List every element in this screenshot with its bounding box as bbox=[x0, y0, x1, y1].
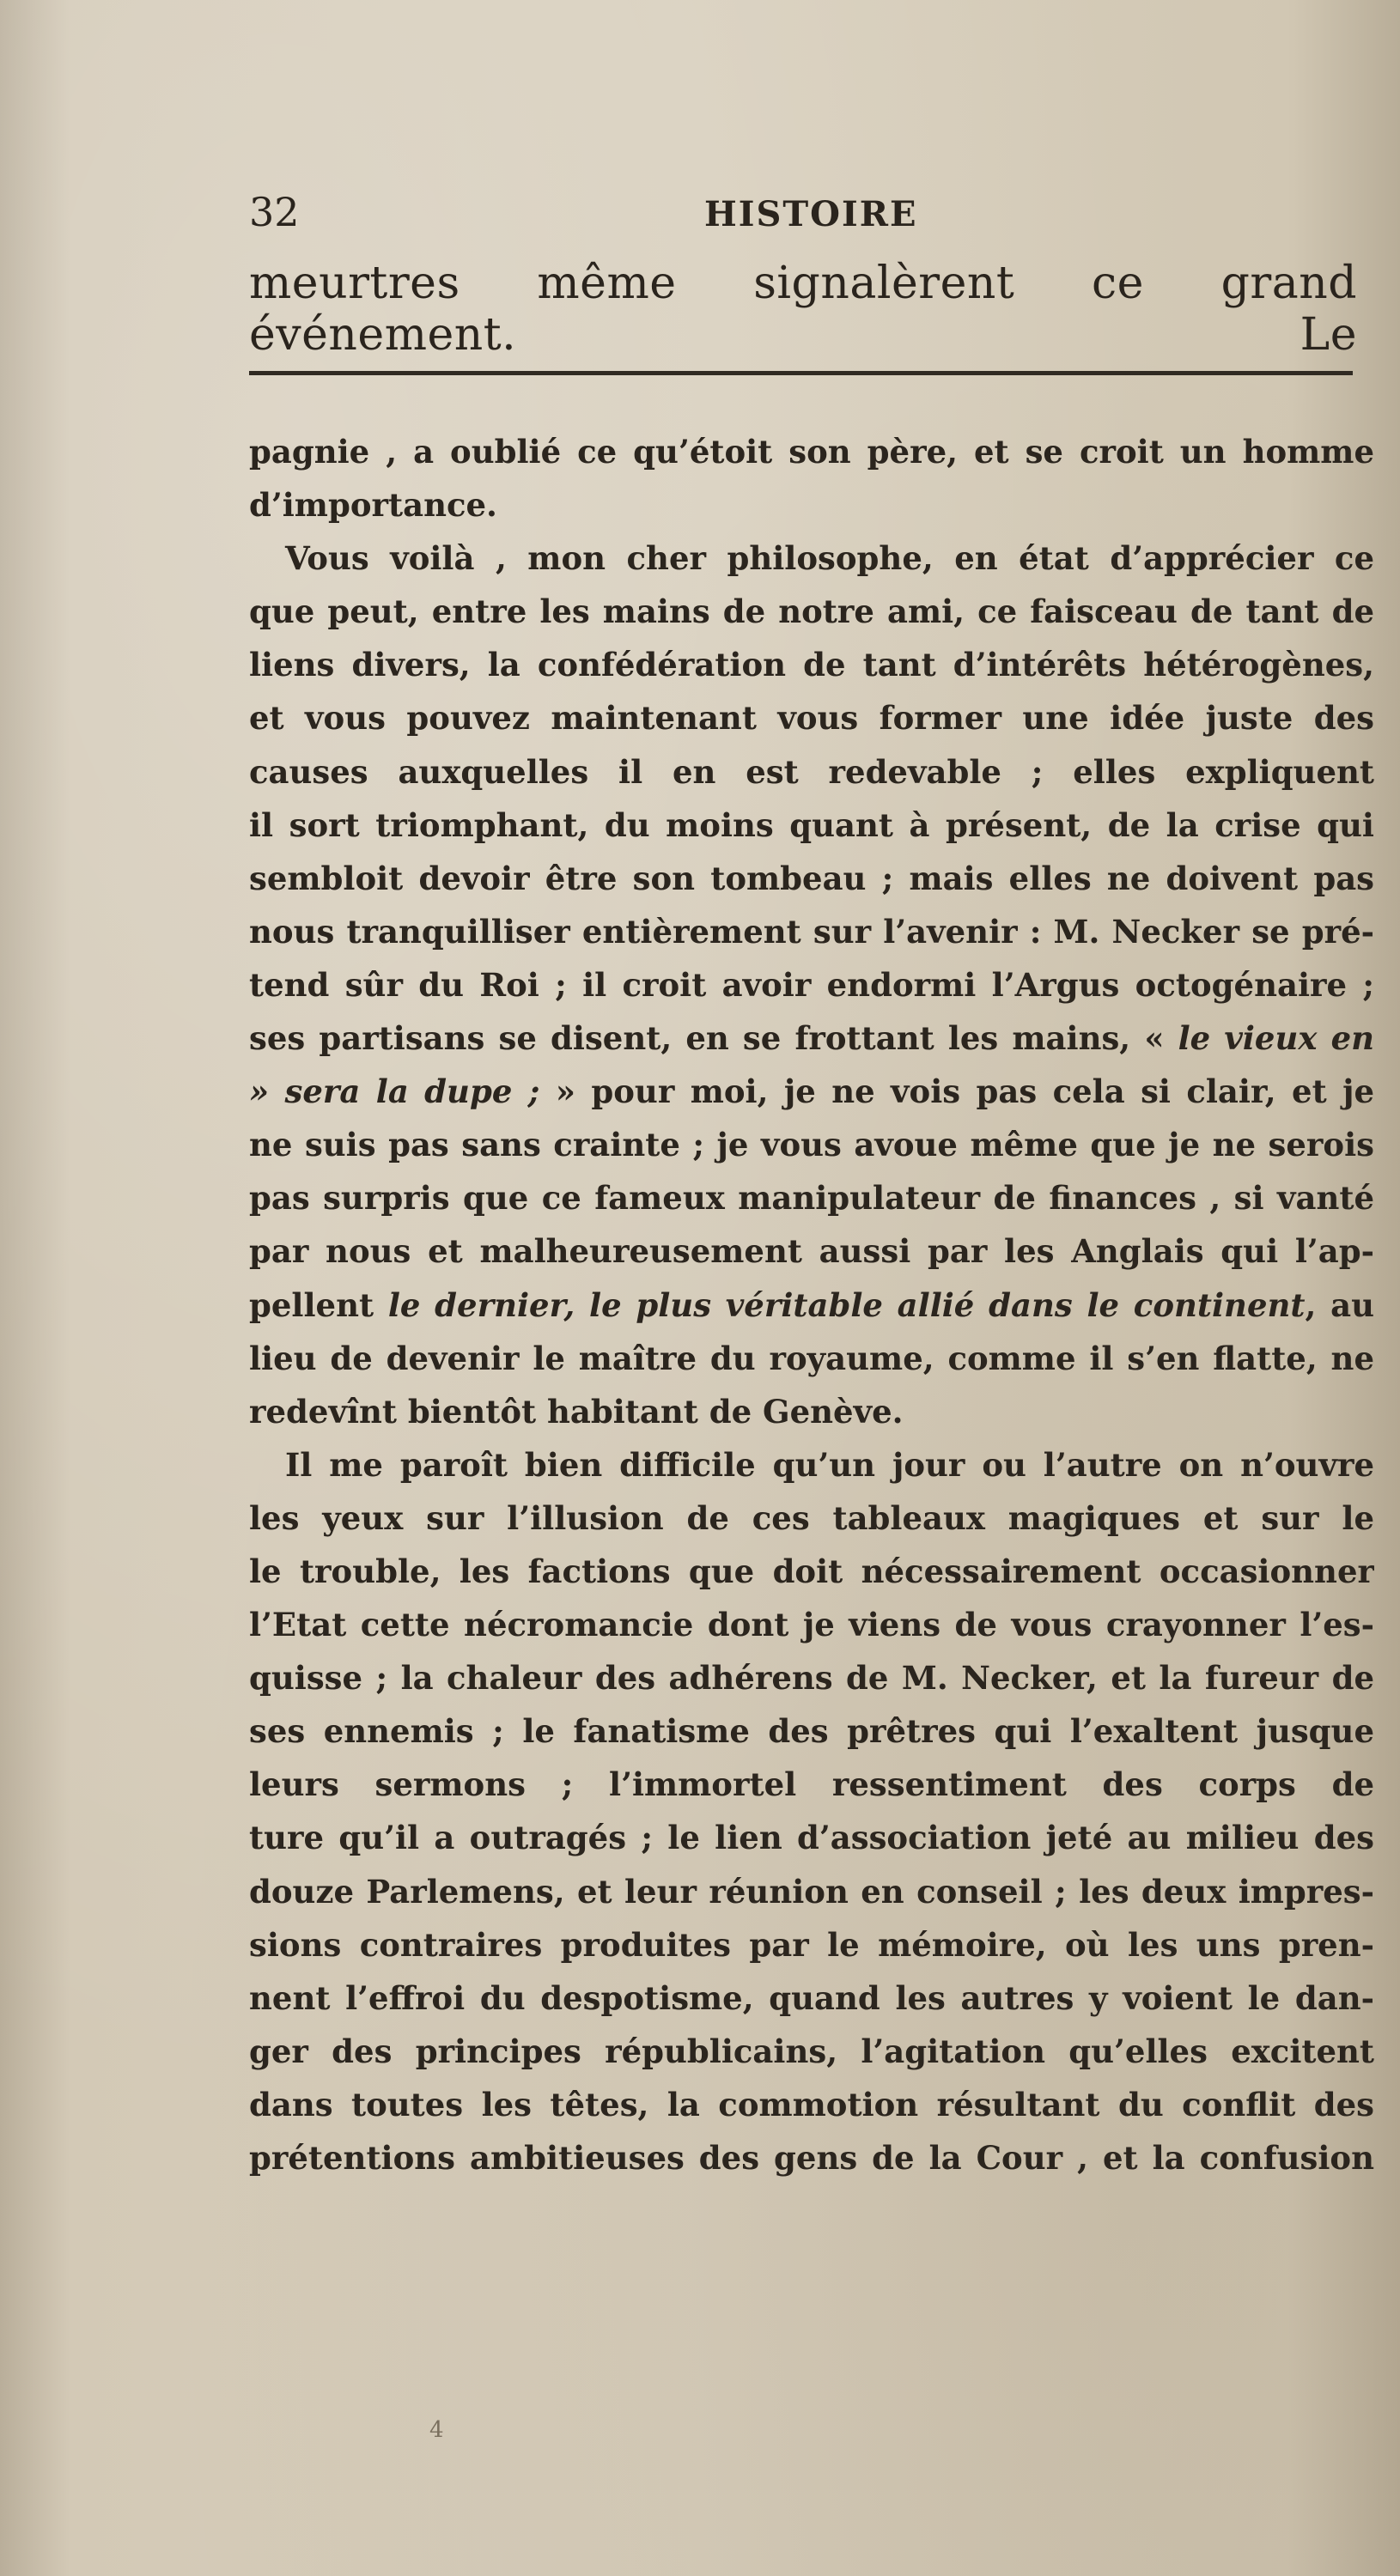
text-line: nent l’effroi du despotisme, quand les autres y voient le dan- bbox=[249, 1978, 1374, 2017]
text-line: que peut, entre les mains de notre ami, ce faisceau de tant de bbox=[249, 592, 1374, 631]
text-line: causes auxquelles il en est redevable ; elles expliquent bbox=[249, 752, 1374, 791]
text-line: sembloit devoir être son tombeau ; mais elles ne doivent pas bbox=[249, 859, 1374, 897]
footnote-separator-rule bbox=[249, 371, 1353, 375]
text-line: douze Parlemens, et leur réunion en conseil ; les deux impres- bbox=[249, 1872, 1374, 1911]
text-segment: » pour moi, je ne vois pas cela si clair, et je bbox=[555, 1072, 1374, 1111]
text-line: pagnie , a oublié ce qu’étoit son père, et se croit un homme bbox=[249, 433, 1374, 471]
text-line: les yeux sur l’illusion de ces tableaux magiques et sur le bbox=[249, 1498, 1374, 1537]
text-line: sions contraires produites par le mémoire, où les uns pren- bbox=[249, 1925, 1374, 1964]
text-line: Il me paroît bien difficile qu’un jour ou l’autre on n’ouvre bbox=[285, 1445, 1374, 1484]
italic-quote: » sera la dupe ; bbox=[249, 1072, 540, 1111]
text-line: d’importance. bbox=[249, 486, 497, 525]
text-line: pas surpris que ce fameux manipulateur de finances , si vanté bbox=[249, 1179, 1374, 1218]
text-line: ne suis pas sans crainte ; je vous avoue même que je ne serois bbox=[249, 1126, 1374, 1164]
bottom-mark: 4 bbox=[429, 2417, 444, 2443]
footnote-text bbox=[249, 425, 1374, 2184]
text-line: et vous pouvez maintenant vous former une idée juste des bbox=[249, 699, 1374, 738]
text-line: nous tranquilliser entièrement sur l’avenir : M. Necker se pré- bbox=[249, 912, 1374, 951]
text-line: dans toutes les têtes, la commotion résultant du conflit des bbox=[249, 2085, 1374, 2123]
text-line: quisse ; la chaleur des adhérens de M. Necker, et la fureur de bbox=[249, 1659, 1374, 1698]
text-line: Vous voilà , mon cher philosophe, en état d’apprécier ce bbox=[285, 539, 1374, 578]
text-line bbox=[249, 1065, 1374, 1118]
text-line: redevînt bientôt habitant de Genève. bbox=[249, 1392, 904, 1431]
text-line: l’Etat cette nécromancie dont je viens de vous crayonner l’es- bbox=[249, 1606, 1374, 1644]
text-line: prétentions ambitieuses des gens de la Cour , et la confusion bbox=[249, 2139, 1374, 2177]
text-line: le trouble, les factions que doit nécessairement occasionner bbox=[249, 1552, 1374, 1590]
text-line: leurs sermons ; l’immortel ressentiment des corps de bbox=[249, 1765, 1374, 1804]
text-line: tend sûr du Roi ; il croit avoir endormi l’Argus octogénaire ; bbox=[249, 965, 1374, 1004]
text-line: ger des principes républicains, l’agitation qu’elles excitent bbox=[249, 2032, 1374, 2070]
running-title: HISTOIRE bbox=[704, 194, 918, 234]
page-header bbox=[249, 189, 1348, 240]
italic-phrase: le dernier, le plus véritable allié dans le continent bbox=[387, 1285, 1306, 1324]
text-line: par nous et malheureusement aussi par les Anglais qui l’ap- bbox=[249, 1232, 1374, 1271]
main-text-carryover: meurtres même signalèrent ce grand événement. Le bbox=[249, 258, 1357, 361]
text-line bbox=[249, 1279, 1374, 1332]
text-segment: ses partisans se disent, en se frottant les mains, « bbox=[249, 1019, 1165, 1058]
text-line: liens divers, la confédération de tant d’intérêts hétérogènes, bbox=[249, 646, 1374, 684]
text-line: il sort triomphant, du moins quant à présent, de la crise qui bbox=[249, 805, 1374, 844]
text-line: ture qu’il a outragés ; le lien d’association jeté au milieu des bbox=[249, 1819, 1374, 1857]
text-line bbox=[249, 1012, 1374, 1065]
text-segment: pellent bbox=[249, 1285, 374, 1324]
text-line: ses ennemis ; le fanatisme des prêtres qui l’exaltent jusque bbox=[249, 1712, 1374, 1751]
text-segment: , au bbox=[1305, 1285, 1374, 1324]
page-number: 32 bbox=[249, 189, 300, 235]
text-line: lieu de devenir le maître du royaume, comme il s’en flatte, ne bbox=[249, 1339, 1374, 1377]
italic-quote: le vieux en bbox=[1178, 1019, 1374, 1058]
